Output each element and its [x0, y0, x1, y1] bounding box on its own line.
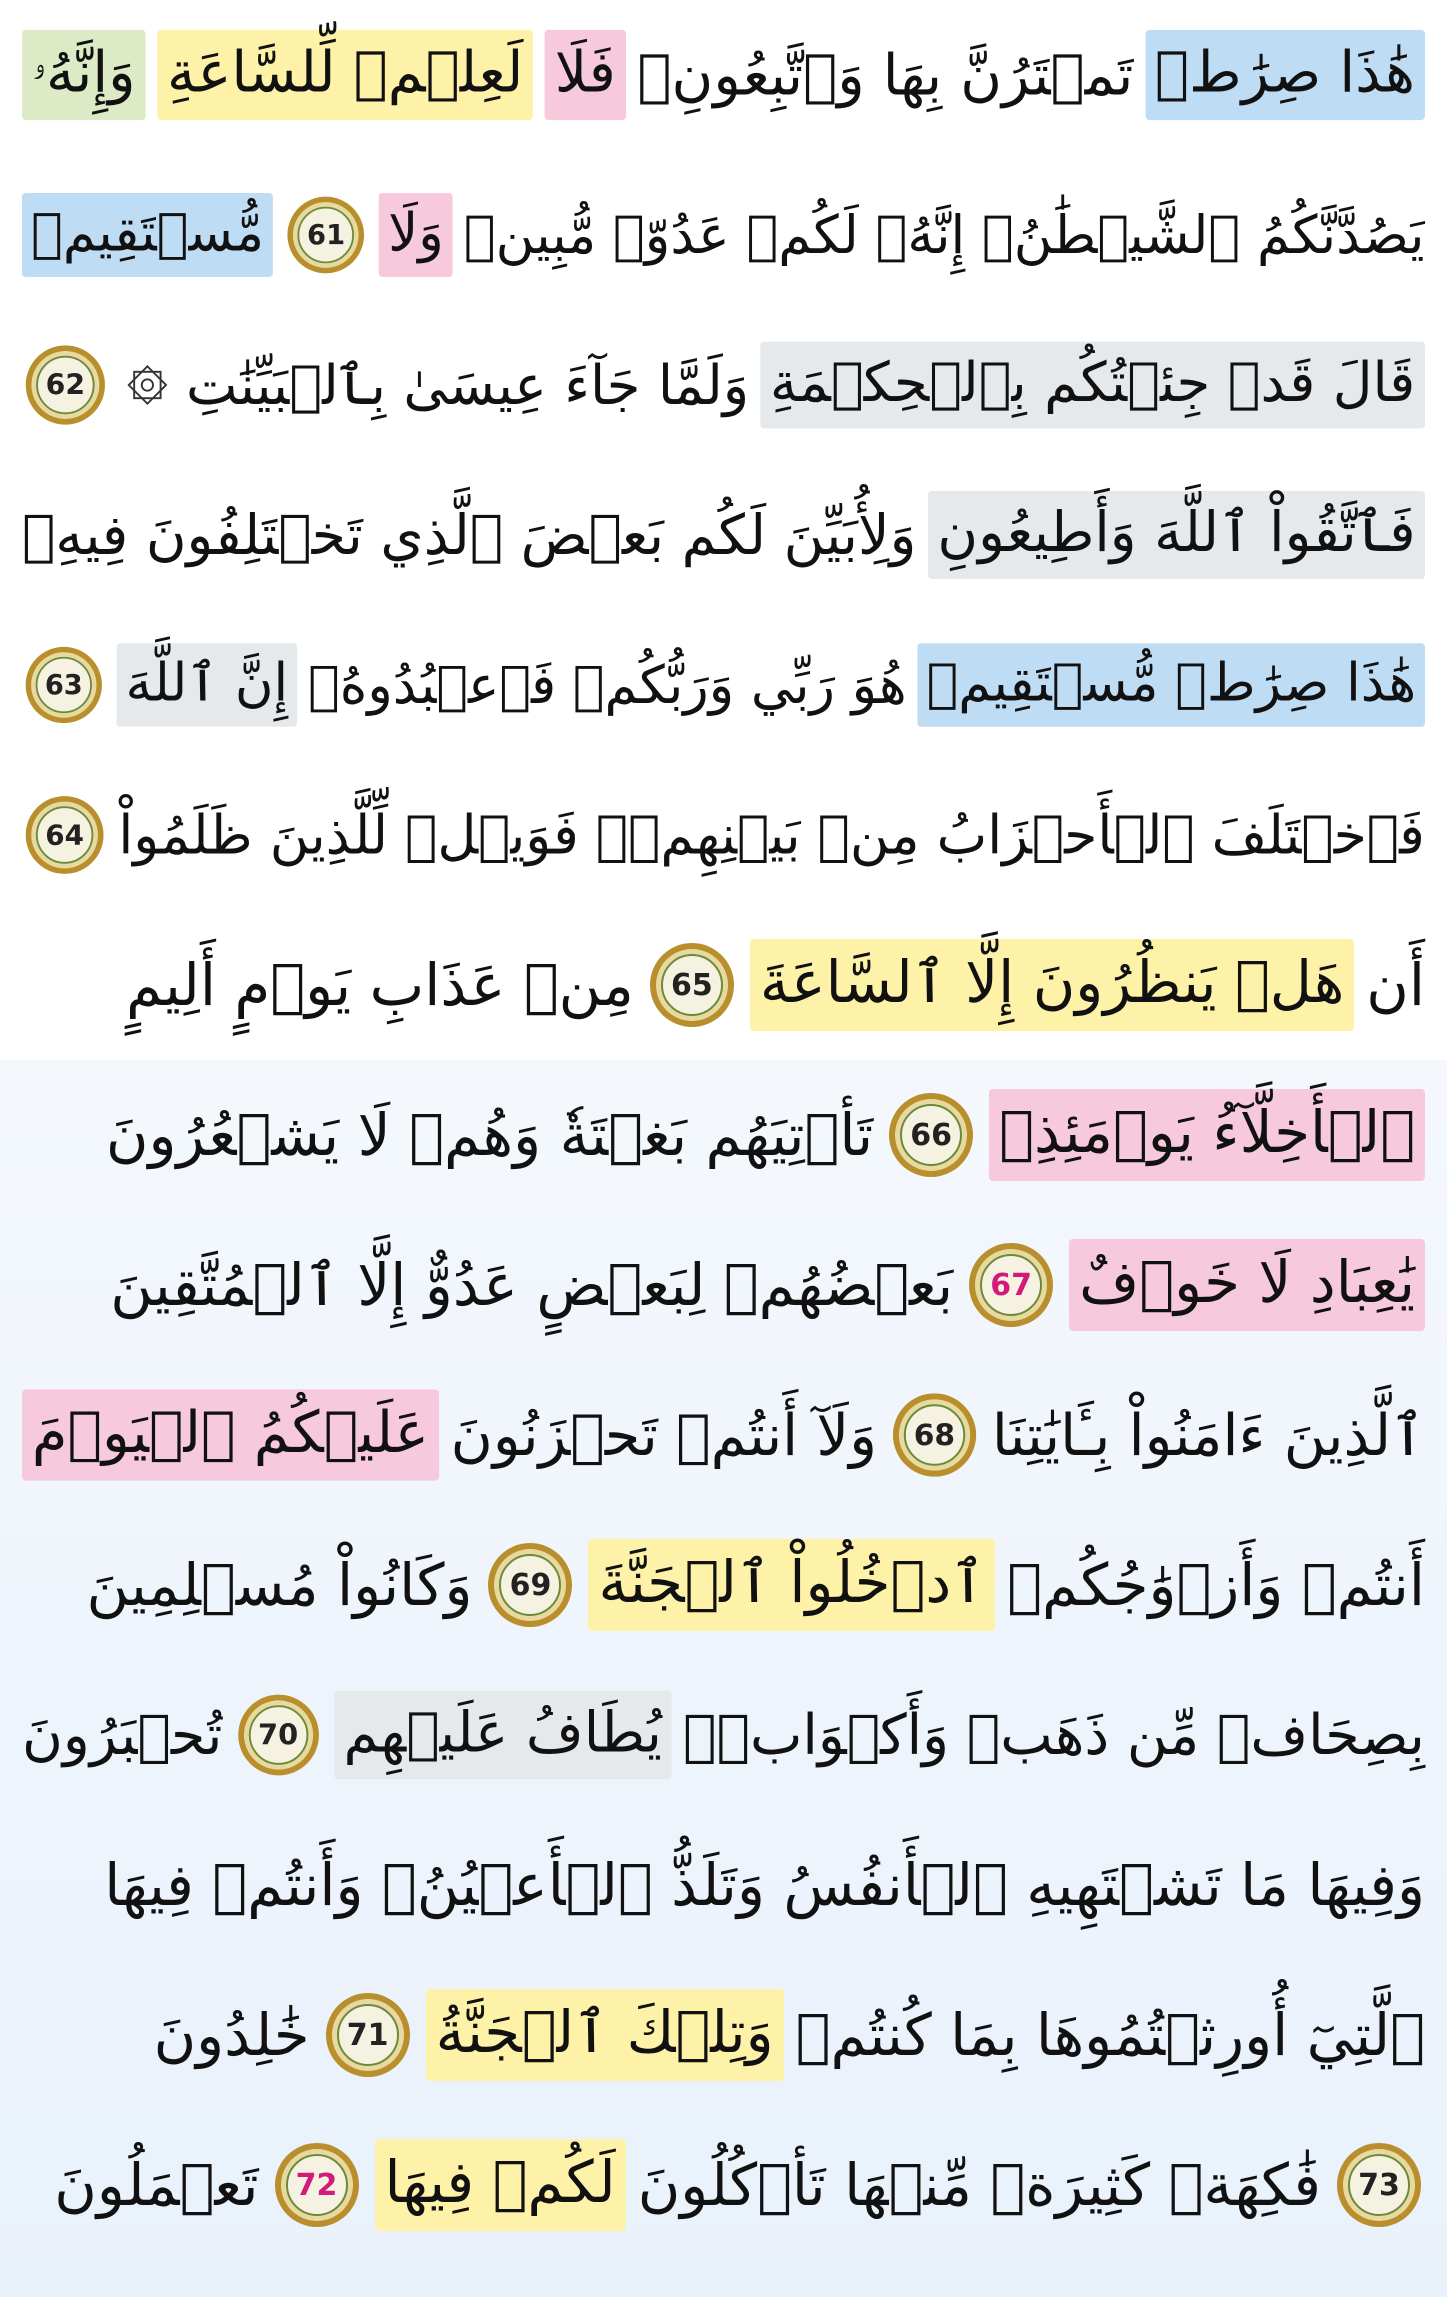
- line-segment: [22, 792, 1425, 877]
- ayah-end-marker-icon: [1333, 2139, 1425, 2231]
- ayah-end-marker-icon: [22, 643, 106, 727]
- verse-text: يُطَافُ عَلَيۡهِم: [334, 1691, 672, 1779]
- ayah-number: 71: [346, 2017, 389, 2053]
- verse-text: ٱدۡخُلُواْ ٱلۡجَنَّةَ: [588, 1539, 995, 1631]
- verse-text: ٱلۡأَخِلَّآءُ يَوۡمَئِذِۢ: [989, 1089, 1425, 1181]
- ayah-number: 68: [913, 1417, 956, 1453]
- verse-text: بِصِحَافٖ مِّن ذَهَبٖ وَأَكۡوَابٖۖ: [683, 1702, 1425, 1768]
- line-segment: [154, 1989, 1425, 2081]
- verse-text: تَمۡتَرُنَّ بِهَا وَٱتَّبِعُونِۚ: [637, 41, 1134, 109]
- verse-text: هُوَ رَبِّي وَرَبُّكُمۡ فَٱعۡبُدُوهُۚ: [307, 654, 907, 716]
- ayah-number: 72: [295, 2167, 338, 2203]
- line-segment: [22, 491, 1425, 579]
- verse-text: بَعۡضُهُمۡ لِبَعۡضٍ عَدُوٌّ إِلَّا ٱلۡمُتَّقِينَ: [110, 1251, 954, 1319]
- ayah-number: 65: [670, 967, 713, 1003]
- verse-line-5: [22, 610, 1425, 760]
- line-segment: [87, 1539, 1425, 1631]
- ayah-end-marker-icon: [322, 1989, 414, 2081]
- verse-text: فَٰكِهَةٞ كَثِيرَةٞ مِّنۡهَا تَأۡكُلُونَ: [637, 2151, 1321, 2219]
- verse-line-10: [22, 1360, 1425, 1510]
- verse-text: تَعۡمَلُونَ: [54, 2151, 259, 2219]
- verse-text: لَعِلۡمٞ لِّلسَّاعَةِ: [157, 30, 533, 120]
- verse-line-13: [22, 1810, 1425, 1960]
- line-segment: [22, 1389, 1425, 1480]
- verse-text: ٱلَّذِينَ ءَامَنُواْ بِـَٔايَٰتِنَا: [992, 1401, 1425, 1469]
- verse-text: يَصُدَّنَّكُمُ ٱلشَّيۡطَٰنُۖ إِنَّهُۥ لَكُمۡ عَدُوّٞ مُّبِينٞ: [464, 203, 1426, 267]
- verse-line-4: [22, 460, 1425, 610]
- line-segment: [22, 193, 1425, 277]
- line-segment: [22, 342, 1425, 429]
- ayah-number: 70: [258, 1718, 299, 1752]
- ayah-end-marker-icon: [646, 939, 738, 1031]
- verse-text: ٱلَّتِيٓ أُورِثۡتُمُوهَا بِمَا كُنتُمۡ: [795, 2001, 1425, 2069]
- ayah-number: 64: [45, 818, 85, 852]
- line-segment: [110, 1239, 1425, 1331]
- verse-line-14: [22, 1960, 1425, 2110]
- verse-line-7: [22, 910, 1425, 1060]
- verse-line-15: [22, 2110, 1425, 2260]
- verse-line-12: [22, 1660, 1425, 1810]
- verse-text: وَلِأُبَيِّنَ لَكُم بَعۡضَ ٱلَّذِي تَخۡتَلِفُونَ فِيهِۖ: [21, 502, 917, 568]
- verse-text: وَتِلۡكَ ٱلۡجَنَّةُ: [426, 1989, 784, 2081]
- verse-text: تُحۡبَرُونَ: [22, 1702, 223, 1768]
- line-segment: [22, 643, 1425, 727]
- verse-text: هَلۡ يَنظُرُونَ إِلَّا ٱلسَّاعَةَ: [750, 939, 1354, 1031]
- ayah-number: 61: [307, 219, 346, 251]
- ayah-end-marker-icon: [234, 1691, 322, 1779]
- line-segment: [126, 939, 1425, 1031]
- line-segment: [106, 1089, 1425, 1181]
- verse-text: وَفِيهَا مَا تَشۡتَهِيهِ ٱلۡأَنفُسُ وَتَلَذُّ ٱلۡأَعۡيُنُۖ وَأَنتُمۡ فِيهَا: [104, 1851, 1425, 1919]
- verse-text: هَٰذَا صِرَٰطٞ مُّسۡتَقِيمٞ: [917, 643, 1425, 727]
- verse-text: خَٰلِدُونَ: [153, 2001, 310, 2069]
- verse-line-8: [22, 1060, 1425, 1210]
- ayah-number: 69: [509, 1567, 552, 1603]
- ayah-end-marker-icon: [271, 2139, 363, 2231]
- verse-text: وَلَآ أَنتُمۡ تَحۡزَنُونَ: [450, 1401, 878, 1469]
- verse-text: إِنَّ ٱللَّهَ: [116, 643, 297, 727]
- verse-text: فَلَا: [545, 30, 626, 120]
- line-segment: [22, 30, 1425, 120]
- ayah-end-marker-icon: [22, 792, 107, 877]
- ayah-end-marker-icon: [885, 1089, 977, 1181]
- rub-el-hizb-icon: [120, 358, 175, 413]
- ayah-end-marker-icon: [285, 193, 369, 277]
- verse-text: تَأۡتِيَهُم بَغۡتَةٗ وَهُمۡ لَا يَشۡعُرُونَ: [105, 1101, 874, 1169]
- verse-line-1: [22, 0, 1425, 150]
- verse-text: أَنتُمۡ وَأَزۡوَٰجُكُمۡ: [1007, 1551, 1425, 1619]
- ayah-end-marker-icon: [965, 1239, 1057, 1331]
- verse-text: هَٰذَا صِرَٰطٞ: [1145, 30, 1425, 120]
- verse-line-9: [22, 1210, 1425, 1360]
- verse-text: مُّسۡتَقِيمٞ: [22, 193, 273, 277]
- verse-text: وَلَمَّا جَآءَ عِيسَىٰ بِٱلۡبَيِّنَٰتِ: [186, 352, 750, 418]
- ayah-number: 63: [44, 669, 83, 701]
- verse-text: وَإِنَّهُۥ: [22, 30, 145, 120]
- ayah-end-marker-icon: [22, 342, 109, 429]
- verse-text: أَن: [1366, 951, 1425, 1019]
- verse-text: لَكُمۡ فِيهَا: [375, 2139, 626, 2231]
- ayah-end-marker-icon: [889, 1389, 980, 1480]
- verse-text: وَكَانُواْ مُسۡلِمِينَ: [86, 1551, 473, 1619]
- ayah-number: 67: [990, 1267, 1033, 1303]
- verse-line-11: [22, 1510, 1425, 1660]
- verse-line-3: [22, 310, 1425, 460]
- verse-line-2: [22, 160, 1425, 310]
- verse-text: فَٱتَّقُواْ ٱللَّهَ وَأَطِيعُونِ: [928, 491, 1425, 579]
- line-segment: [54, 2139, 1425, 2231]
- ayah-number: 66: [910, 1117, 953, 1153]
- ayah-end-marker-icon: [484, 1539, 576, 1631]
- verse-text: مِنۡ عَذَابِ يَوۡمٍ أَلِيمٍ: [126, 951, 634, 1019]
- line-segment: [22, 1691, 1425, 1779]
- verse-text: فَٱخۡتَلَفَ ٱلۡأَحۡزَابُ مِنۢ بَيۡنِهِمۡۖ فَوَيۡلٞ لِّلَّذِينَ ظَلَمُواْ: [118, 803, 1426, 867]
- verse-text: وَلَا: [379, 193, 453, 277]
- verse-text: قَالَ قَدۡ جِئۡتُكُم بِٱلۡحِكۡمَةِ: [761, 342, 1425, 429]
- verse-text: عَلَيۡكُمُ ٱلۡيَوۡمَ: [22, 1389, 439, 1480]
- ayah-number: 62: [45, 368, 86, 402]
- verse-text: يَٰعِبَادِ لَا خَوۡفٌ: [1069, 1239, 1425, 1331]
- line-segment: [104, 1851, 1425, 1919]
- verse-line-6: [22, 760, 1425, 910]
- ayah-number: 73: [1358, 2167, 1400, 2203]
